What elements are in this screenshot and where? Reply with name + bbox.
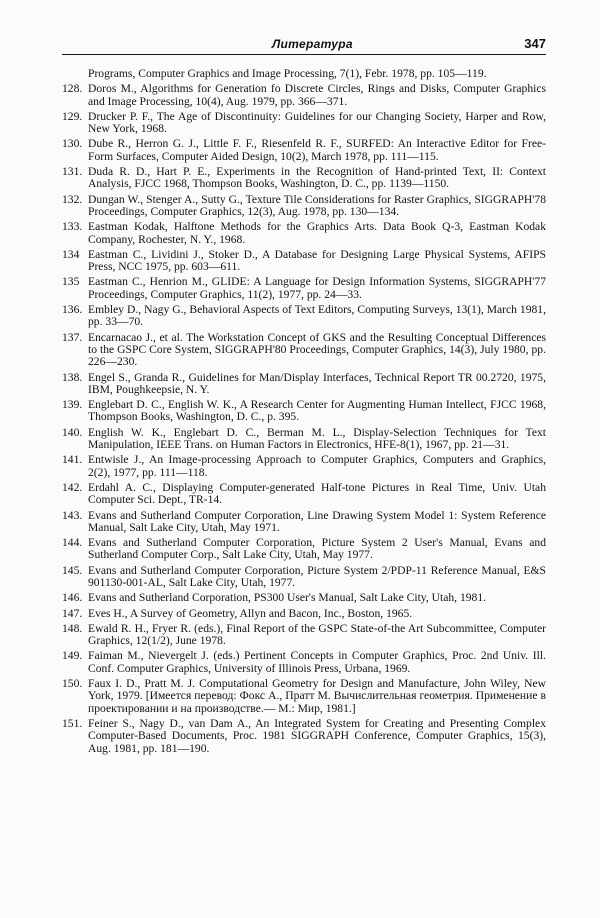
reference-entry	[62, 276, 546, 301]
reference-text: Englebart D. C., English W. K., A Research Center for Augmenting Human Intellect, FJCC 1968, Thompson Books, Washington, D. C., p. 395.	[88, 398, 546, 424]
reference-list	[62, 68, 546, 758]
reference-entry	[62, 138, 546, 163]
reference-text: Dungan W., Stenger A., Sutty G., Texture Tile Considerations for Raster Graphics, SIGGRAPH'78 Proceedings, Computer Graphics, 12(3), Aug. 1978, pp. 130—134.	[88, 192, 546, 218]
reference-text: Duda R. D., Hart P. E., Experiments in the Recognition of Hand-printed Text, II: Context Analysis, FJCC 1968, Thompson Books, Washington, D. C., pp. 1139—1150.	[88, 165, 546, 191]
reference-text: Engel S., Granda R., Guidelines for Man/Display Interfaces, Technical Report TR 00.2720, 1975, IBM, Poughkeepsie, N. Y.	[88, 370, 546, 396]
reference-entry	[62, 194, 546, 219]
reference-entry	[62, 592, 546, 604]
reference-text: Eastman Kodak, Halftone Methods for the Graphics Arts. Data Book Q-3, Eastman Kodak Company, Rochester, N. Y., 1968.	[88, 220, 546, 246]
reference-entry	[62, 482, 546, 507]
reference-number: 139.	[62, 398, 83, 412]
reference-text: Feiner S., Nagy D., van Dam A., An Integrated System for Creating and Presenting Complex Computer-Based Documents, Proc. 1981 SIGGRAPH Conference, Computer Graphics, 15(3), Aug. 1981, pp. 181—190.	[88, 716, 546, 755]
running-header	[62, 36, 546, 55]
reference-text: Evans and Sutherland Corporation, PS300 User's Manual, Salt Lake City, Utah, 1981.	[88, 591, 487, 605]
reference-number: 143.	[62, 508, 83, 522]
reference-text: Eves H., A Survey of Geometry, Allyn and Bacon, Inc., Boston, 1965.	[88, 606, 413, 620]
reference-number: 142.	[62, 480, 83, 494]
reference-text: Erdahl A. C., Displaying Computer-generated Half-tone Pictures in Real Time, Univ. Utah Computer Sci. Dept., TR-14.	[88, 480, 546, 507]
reference-entry	[62, 565, 546, 590]
reference-entry	[62, 718, 546, 755]
reference-entry	[62, 510, 546, 535]
reference-entry	[62, 304, 546, 329]
reference-entry	[62, 249, 546, 274]
reference-number: 145.	[62, 563, 83, 577]
reference-text: Ewald R. H., Fryer R. (eds.), Final Report of the GSPC State-of-the Art Subcommittee, Computer Graphics, 12(1/2), June 1978.	[88, 621, 546, 648]
reference-number: 131.	[62, 165, 83, 179]
reference-number: 144.	[62, 536, 83, 550]
reference-text: Dube R., Herron G. J., Little F. F., Riesenfeld R. F., SURFED: An Interactive Editor for Free-Form Surfaces, Computer Aided Design, 10(2), March 1978, pp. 111—115.	[88, 137, 546, 163]
reference-number: 130.	[62, 137, 83, 151]
reference-text: English W. K., Englebart D. C., Berman M. L., Display-Selection Techniques for Text Manipulation, IEEE Trans. on Human Factors in Electronics, HFE-8(1), 1967, pp. 21—31.	[88, 425, 546, 452]
reference-text: Eastman C., Henrion M., GLIDE: A Language for Design Information Systems, SIGGRAPH'77 Proceedings, Computer Graphics, 11(2), 1977, pp. 24—33.	[88, 275, 546, 301]
reference-number: 148.	[62, 621, 83, 635]
reference-text: Drucker P. F., The Age of Discontinuity: Guidelines for our Changing Society, Harper and Row, New York, 1968.	[88, 109, 546, 136]
reference-text: Embley D., Nagy G., Behavioral Aspects of Text Editors, Computing Surveys, 13(1), March 1981, pp. 33—70.	[88, 303, 546, 329]
reference-continuation: Programs, Computer Graphics and Image Processing, 7(1), Febr. 1978, pp. 105—119.	[88, 67, 487, 80]
reference-entry	[62, 83, 546, 108]
reference-number: 134	[62, 247, 80, 261]
reference-entry	[62, 372, 546, 397]
reference-text: Evans and Sutherland Computer Corporation, Picture System 2/PDP-11 Reference Manual, E&S 901130-001-AL, Salt Lake City, Utah, 1977.	[88, 563, 546, 589]
reference-entry	[62, 399, 546, 424]
reference-number: 150.	[62, 677, 83, 691]
reference-number: 136.	[62, 303, 83, 317]
reference-number: 132.	[62, 192, 83, 206]
reference-number: 147.	[62, 606, 83, 620]
reference-entries	[62, 83, 546, 755]
reference-entry	[62, 608, 546, 620]
reference-number: 137.	[62, 330, 83, 344]
reference-number: 138.	[62, 370, 83, 384]
reference-entry	[62, 166, 546, 191]
reference-text: Doros M., Algorithms for Generation fo Discrete Circles, Rings and Disks, Computer Graphics and Image Processing, 10(4), Aug. 1979, pp. 366—371.	[88, 82, 546, 108]
reference-number: 141.	[62, 453, 83, 467]
page-number: 347	[524, 36, 546, 51]
reference-entry	[62, 537, 546, 562]
reference-text: Evans and Sutherland Computer Corporation, Picture System 2 User's Manual, Evans and Sutherland Computer Corp., Salt Lake City, Utah, May 1977.	[88, 536, 546, 562]
reference-entry	[62, 111, 546, 136]
reference-entry	[62, 332, 546, 369]
reference-entry	[62, 623, 546, 648]
reference-text: Faiman M., Nievergelt J. (eds.) Pertinent Concepts in Computer Graphics, Proc. 2nd Univ. Ill. Conf. Computer Graphics, University of Illinois Press, Urbana, 1969.	[88, 649, 546, 675]
reference-entry	[62, 650, 546, 675]
reference-number: 135	[62, 275, 80, 289]
reference-number: 129.	[62, 109, 83, 123]
running-title: Литература	[272, 37, 353, 51]
reference-text: Eastman C., Lividini J., Stoker D., A Database for Designing Large Physical Systems, AFIPS Press, NCC 1975, pp. 603—611.	[88, 247, 546, 274]
reference-number: 146.	[62, 591, 83, 605]
reference-entry	[62, 454, 546, 479]
reference-text: Entwisle J., An Image-processing Approach to Computer Graphics, Computers and Graphics, 2(2), 1977, pp. 111—118.	[88, 453, 546, 479]
reference-number: 140.	[62, 425, 83, 439]
reference-entry	[62, 427, 546, 452]
reference-number: 149.	[62, 649, 83, 663]
reference-text: Faux I. D., Pratt M. J. Computational Geometry for Design and Manufacture, John Wiley, New York, 1979. [Имеется перевод: Фокс А., Пратт М. Вычислительная геометрия. Применение в проектировании и на производстве.— М.: Мир, 1981.]	[88, 677, 546, 715]
reference-entry	[62, 678, 546, 715]
reference-text: Evans and Sutherland Computer Corporation, Line Drawing System Model 1: System Reference Manual, Salt Lake City, Utah, May 1971.	[88, 508, 546, 534]
reference-number: 133.	[62, 220, 83, 234]
reference-entry	[62, 221, 546, 246]
reference-number: 128.	[62, 82, 83, 96]
reference-text: Encarnacao J., et al. The Workstation Concept of GKS and the Resulting Conceptual Differences to the GSPC Core System, SIGGRAPH'80 Proceedings, Computer Graphics, 14(3), July 1980, pp. 226—230.	[88, 330, 546, 369]
reference-number: 151.	[62, 716, 83, 730]
